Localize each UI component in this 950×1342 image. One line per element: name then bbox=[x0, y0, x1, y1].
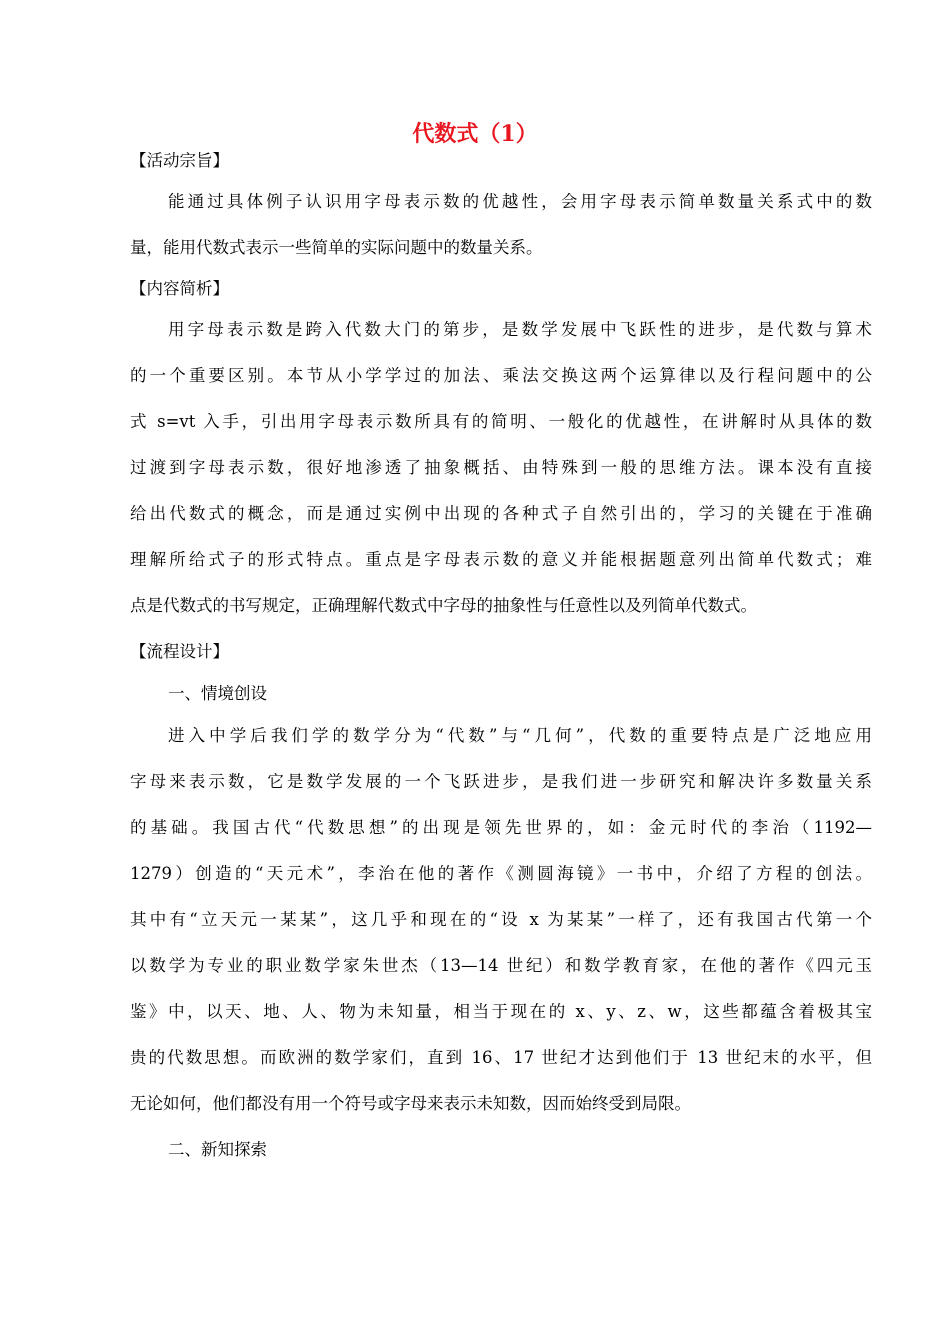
paragraph-line: 其中有“立天元一某某”，这几乎和现在的“设 x 为某某”一样了，还有我国古代第一个 bbox=[130, 910, 872, 929]
paragraph-line: 理解所给式子的形式特点。重点是字母表示数的意义并能根据题意列出简单代数式；难 bbox=[130, 550, 872, 569]
section-heading-process: 【流程设计】 bbox=[130, 642, 229, 661]
paragraph-line: 无论如何，他们都没有用一个符号或字母来表示未知数，因而始终受到局限。 bbox=[130, 1094, 691, 1113]
paragraph-line: 进入中学后我们学的数学分为“代数”与“几何”，代数的重要特点是广泛地应用 bbox=[168, 726, 872, 745]
subsection-heading: 二、新知探索 bbox=[168, 1140, 267, 1159]
paragraph-line: 1279）创造的“天元术”，李治在他的著作《测圆海镜》一书中，介绍了方程的创法。 bbox=[130, 864, 872, 883]
section-heading-purpose: 【活动宗旨】 bbox=[130, 151, 229, 170]
subsection-heading: 一、情境创设 bbox=[168, 684, 267, 703]
paragraph-line: 量，能用代数式表示一些简单的实际问题中的数量关系。 bbox=[130, 238, 543, 257]
paragraph-line: 贵的代数思想。而欧洲的数学家们，直到 16、17 世纪才达到他们于 13 世纪末的水平，但 bbox=[130, 1048, 872, 1067]
paragraph-line: 式 s=vt 入手，引出用字母表示数所具有的简明、一般化的优越性，在讲解时从具体的数 bbox=[130, 412, 872, 431]
paragraph-line: 用字母表示数是跨入代数大门的第步，是数学发展中飞跃性的进步，是代数与算术 bbox=[168, 320, 872, 339]
paragraph-line: 的基础。我国古代“代数思想”的出现是领先世界的，如：金元时代的李治（1192— bbox=[130, 818, 872, 837]
paragraph-line: 给出代数式的概念，而是通过实例中出现的各种式子自然引出的，学习的关键在于准确 bbox=[130, 504, 872, 523]
paragraph-line: 的一个重要区别。本节从小学学过的加法、乘法交换这两个运算律以及行程问题中的公 bbox=[130, 366, 872, 385]
paragraph-line: 字母来表示数，它是数学发展的一个飞跃进步，是我们进一步研究和解决许多数量关系 bbox=[130, 772, 872, 791]
paragraph-line: 过渡到字母表示数，很好地渗透了抽象概括、由特殊到一般的思维方法。课本没有直接 bbox=[130, 458, 872, 477]
paragraph-line: 能通过具体例子认识用字母表示数的优越性，会用字母表示简单数量关系式中的数 bbox=[168, 192, 872, 211]
paragraph-line: 以数学为专业的职业数学家朱世杰（13—14 世纪）和数学教育家，在他的著作《四元玉 bbox=[130, 956, 872, 975]
paragraph-line: 鉴》中，以天、地、人、物为未知量，相当于现在的 x、y、z、w，这些都蕴含着极其宝 bbox=[130, 1002, 872, 1021]
page-title: 代数式（1） bbox=[412, 121, 538, 147]
section-heading-analysis: 【内容简析】 bbox=[130, 279, 229, 298]
paragraph-line: 点是代数式的书写规定，正确理解代数式中字母的抽象性与任意性以及列简单代数式。 bbox=[130, 596, 757, 615]
